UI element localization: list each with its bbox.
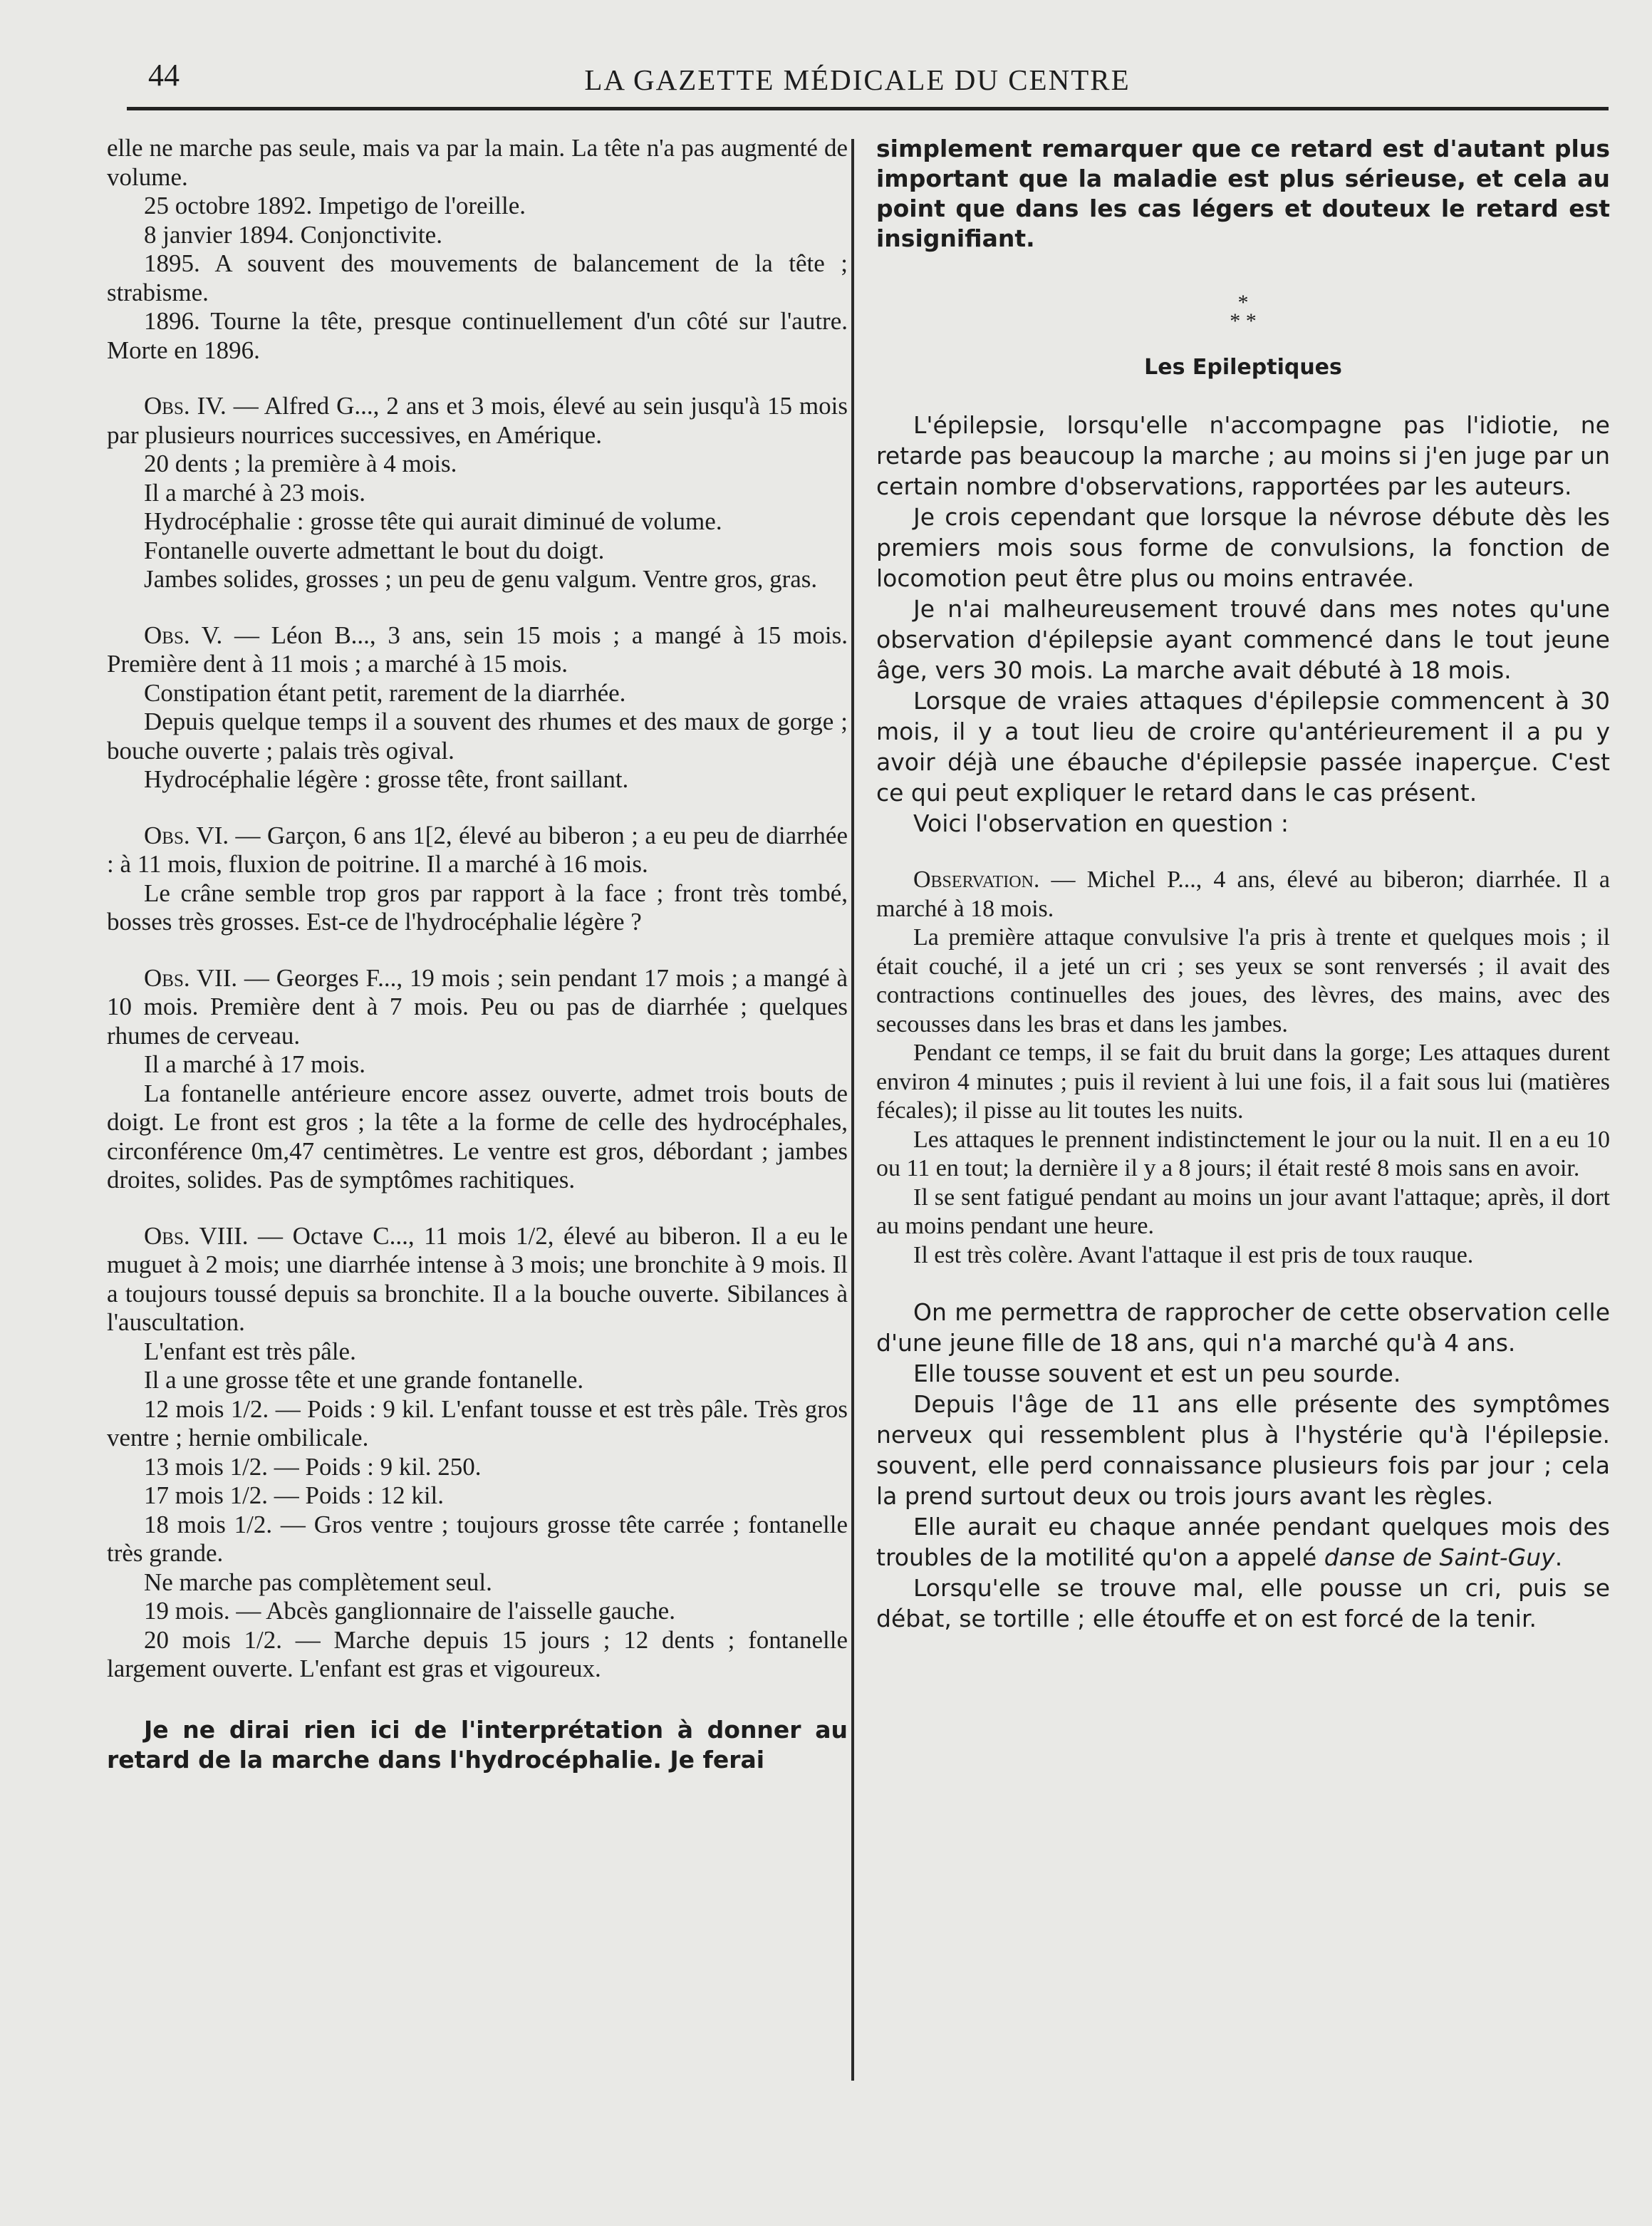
paragraph: On me permettra de rapprocher de cette observation celle d'une jeune fille de 18 ans, qui n'a marché qu'à 4 ans. [876, 1298, 1610, 1357]
paragraph: Lorsque de vraies attaques d'épilepsie commencent à 30 mois, il y a tout lieu de croire qu'antérieurement il a pu y avoir déjà une ébauche d'épilepsie passée inaperçue. C'est ce qui peut expliquer le retard dans le cas présent. [876, 687, 1610, 807]
observation-iv [107, 392, 848, 450]
paragraph: 1896. Tourne la tête, presque continuellement d'un côté sur l'autre. Morte en 1896. [107, 307, 848, 364]
paragraph: L'enfant est très pâle. [144, 1337, 356, 1365]
paragraph: 18 mois 1/2. — Gros ventre ; toujours grosse tête carrée ; fontanelle très grande. [107, 1510, 848, 1567]
observation-text: — Georges F..., 19 mois ; sein pendant 17 mois ; a mangé à 10 mois. Première dent à 7 mois. Peu ou pas de diarrhée ; quelques rhumes de cerveau. [107, 963, 848, 1050]
paragraph: 13 mois 1/2. — Poids : 9 kil. 250. [144, 1452, 482, 1481]
observation-v [107, 621, 848, 679]
right-column [876, 134, 1610, 1634]
section-separator-asterisks [876, 291, 1610, 333]
paragraph: elle ne marche pas seule, mais va par la main. La tête n'a pas augmenté de volume. [107, 134, 848, 191]
observation-label: Obs. VIII. [144, 1221, 249, 1250]
italic-term: danse de Saint-Guy [1324, 1543, 1555, 1571]
observation-text: — Octave C..., 11 mois 1/2, élevé au biberon. Il a eu le muguet à 2 mois; une diarrhée intense à 3 mois; une bronchite à 9 mois. Il a toujours toussé depuis sa bronchite. Il a la bouche ouverte. Sibilances à l'auscultation. [107, 1221, 848, 1336]
paragraph: Depuis l'âge de 11 ans elle présente des symptômes nerveux qui ressemblent plus à l'hystérie qu'à l'épilepsie. souvent, elle perd connaissance plusieurs fois par jour ; cela la prend surtout deux ou trois jours avant les règles. [876, 1390, 1610, 1510]
column-divider [851, 139, 854, 2081]
paragraph: La fontanelle antérieure encore assez ouverte, admet trois bouts de doigt. Le front est gros ; la tête a la forme de celle des hydrocéphales, circonférence 0m,47 centimètres. Le ventre est gros, débordant ; jambes droites, solides. Pas de symptômes rachitiques. [107, 1079, 848, 1194]
paragraph: Pendant ce temps, il se fait du bruit dans la gorge; Les attaques durent environ 4 minutes ; puis il revient à lui une fois, il a fait sous lui (matières fécales); il pisse au lit toutes les nuits. [876, 1040, 1610, 1124]
paragraph: Lorsqu'elle se trouve mal, elle pousse un cri, puis se débat, se tortille ; elle étouffe et on est forcé de la tenir. [876, 1574, 1610, 1632]
paragraph: 20 dents ; la première à 4 mois. [144, 450, 457, 477]
observation-label: Observation. [913, 866, 1040, 893]
observation-text: — Léon B..., 3 ans, sein 15 mois ; a mangé à 15 mois. Première dent à 11 mois ; a marché à 15 mois. [107, 621, 848, 678]
paragraph: Hydrocéphalie légère : grosse tête, front saillant. [144, 765, 629, 793]
paragraph: simplement remarquer que ce retard est d'autant plus important que la maladie est plus sérieuse, et cela au point que dans les cas légers et douteux le retard est insignifiant. [876, 135, 1610, 252]
left-column [107, 134, 848, 1775]
observation-text: — Alfred G..., 2 ans et 3 mois, élevé au sein jusqu'à 15 mois par plusieurs nourrices successives, en Amérique. [107, 392, 848, 449]
observation-text: — Michel P..., 4 ans, élevé au biberon; diarrhée. Il a marché à 18 mois. [876, 866, 1610, 922]
paragraph [876, 1511, 1610, 1573]
observation-label: Obs. IV. [144, 392, 227, 420]
paragraph: La première attaque convulsive l'a pris à trente et quelques mois ; il était couché, il a jeté un cri ; ses yeux se sont renversés ; il avait des contractions continuelles des joues, des lèvres, des mains, avec des secousses dans les bras et dans les jambes. [876, 924, 1610, 1037]
paragraph: Hydrocéphalie : grosse tête qui aurait diminué de volume. [144, 507, 722, 535]
asterisk-top: * [1237, 291, 1249, 314]
observation-michel [876, 866, 1610, 923]
journal-title: LA GAZETTE MÉDICALE DU CENTRE [584, 63, 1131, 96]
section-title: Les Epileptiques [1144, 355, 1342, 380]
paragraph: 8 janvier 1894. Conjonctivite. [144, 220, 442, 249]
paragraph: Jambes solides, grosses ; un peu de genu valgum. Ventre gros, gras. [144, 565, 818, 593]
paragraph: Fontanelle ouverte admettant le bout du doigt. [144, 536, 605, 564]
paragraph: 17 mois 1/2. — Poids : 12 kil. [144, 1481, 445, 1509]
observation-label: Obs. VII. [144, 963, 238, 992]
paragraph: Constipation étant petit, rarement de la diarrhée. [144, 678, 626, 707]
paragraph: 12 mois 1/2. — Poids : 9 kil. L'enfant tousse et est très pâle. Très gros ventre ; hernie ombilicale. [107, 1394, 848, 1451]
paragraph: Il est très colère. Avant l'attaque il est pris de toux rauque. [913, 1241, 1474, 1268]
running-head [127, 57, 1588, 100]
header-rule [127, 107, 1609, 110]
observation-label: Obs. V. [144, 621, 223, 649]
observation-vi [107, 822, 848, 879]
paragraph: Depuis quelque temps il a souvent des rhumes et des maux de gorge ; bouche ouverte ; palais très ogival. [107, 708, 848, 765]
paragraph: Il a marché à 17 mois. [144, 1050, 366, 1078]
paragraph: 1895. A souvent des mouvements de balancement de la tête ; strabisme. [107, 249, 848, 306]
asterisk-bottom: * * [1230, 309, 1257, 333]
observation-text: — Garçon, 6 ans 1[2, élevé au biberon ; a eu peu de diarrhée : à 11 mois, fluxion de poitrine. Il a marché à 16 mois. [107, 821, 848, 878]
paragraph: Le crâne semble trop gros par rapport à la face ; front très tombé, bosses très grosses. Est-ce de l'hydrocéphalie légère ? [107, 879, 848, 936]
paragraph: 19 mois. — Abcès ganglionnaire de l'aisselle gauche. [144, 1597, 675, 1625]
closing-paragraph: Je ne dirai rien ici de l'interprétation à donner au retard de la marche dans l'hydrocéphalie. Je ferai [107, 1715, 848, 1774]
observation-vii [107, 964, 848, 1051]
text-run: Elle aurait eu chaque année pendant quelques mois des troubles de la motilité qu'on a appelé [876, 1513, 1610, 1571]
paragraph: Ne marche pas complètement seul. [144, 1568, 492, 1596]
paragraph: Voici l'observation en question : [913, 809, 1289, 837]
paragraph: Les attaques le prennent indistinctement le jour ou la nuit. Il en a eu 10 ou 11 en tout; la dernière il y a 8 jours; il était resté 8 mois sans en avoir. [876, 1126, 1610, 1181]
paragraph: 25 octobre 1892. Impetigo de l'oreille. [144, 192, 526, 219]
paragraph: Il a marché à 23 mois. [144, 478, 366, 507]
paragraph: Il se sent fatigué pendant au moins un jour avant l'attaque; après, il dort au moins pendant une heure. [876, 1184, 1610, 1239]
paragraph: L'épilepsie, lorsqu'elle n'accompagne pas l'idiotie, ne retarde pas beaucoup la marche ; au moins si j'en juge par un certain nombre d'observations, rapportées par les auteurs. [876, 411, 1610, 500]
observation-viii [107, 1222, 848, 1337]
paragraph: Elle tousse souvent et est un peu sourde. [913, 1360, 1401, 1387]
paragraph: Il a une grosse tête et une grande fontanelle. [144, 1366, 584, 1394]
text-run: . [1554, 1543, 1563, 1571]
paragraph: 20 mois 1/2. — Marche depuis 15 jours ; 12 dents ; fontanelle largement ouverte. L'enfant est gras et vigoureux. [107, 1625, 848, 1682]
page-number: 44 [148, 58, 180, 93]
paragraph: Je crois cependant que lorsque la névrose débute dès les premiers mois sous forme de convulsions, la fonction de locomotion peut être plus ou moins entravée. [876, 503, 1610, 592]
paragraph: Je n'ai malheureusement trouvé dans mes notes qu'une observation d'épilepsie ayant commencé dans le tout jeune âge, vers 30 mois. La marche avait débuté à 18 mois. [876, 595, 1610, 684]
observation-label: Obs. VI. [144, 821, 229, 849]
